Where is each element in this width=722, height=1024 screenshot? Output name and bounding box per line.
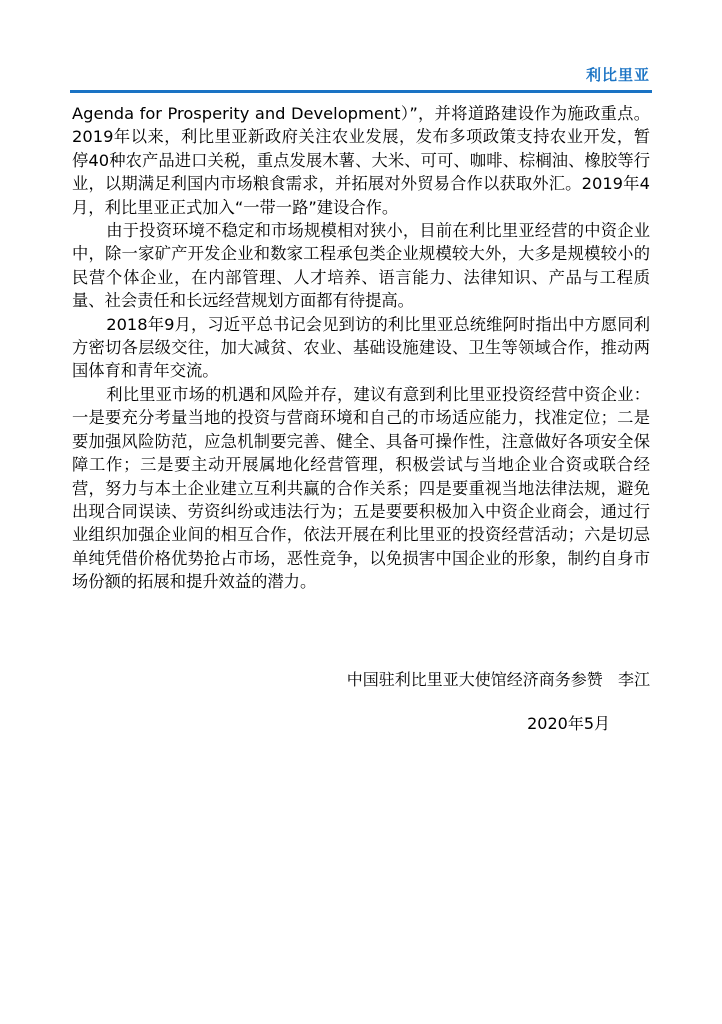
paragraph-continuation: Agenda for Prosperity and Development）”，并将道路建设作为施政重点。2019年以来，利比里亚新政府关注农业发展，发布多项政策支持农业开发，暂停40种农产品进口关税，重点发展木薯、大米、可可、咖啡、棕榈油、橡胶等行业，以期满足利国内市场粮食需求，并拓展对外贸易合作以获取外汇。2019年4月，利比里亚正式加入“一带一路”建设合作。 xyxy=(72,104,650,217)
running-header-title: 利比里亚 xyxy=(585,66,650,84)
signature-date: 2020年5月 xyxy=(527,714,610,733)
paragraph-investment-environment: 由于投资环境不稳定和市场规模相对狭小，目前在利比里亚经营的中资企业中，除一家矿产开发企业和数家工程承包类企业规模较大外，大多是规模较小的民营个体企业，在内部管理、人才培养、语言能力、法律知识、产品与工程质量、社会责任和长远经营规划方面都有待提高。 xyxy=(72,221,650,311)
paragraph-bilateral-meeting: 2018年9月，习近平总书记会见到访的利比里亚总统维阿时指出中方愿同利方密切各层级交往，加大减贫、农业、基础设施建设、卫生等领域合作，推动两国体育和青年交流。 xyxy=(72,314,650,381)
document-body xyxy=(72,102,650,594)
header-divider xyxy=(70,90,652,93)
signature-line: 中国驻利比里亚大使馆经济商务参赞 李江 xyxy=(346,670,650,689)
paragraph-recommendations: 利比里亚市场的机遇和风险并存，建议有意到利比里亚投资经营中资企业：一是要充分考量当地的投资与营商环境和自己的市场适应能力，找准定位；二是要加强风险防范，应急机制要完善、健全、具备可操作性，注意做好各项安全保障工作；三是要主动开展属地化经营管理，积极尝试与当地企业合资或联合经营，努力与本土企业建立互利共赢的合作关系；四是要重视当地法律法规，避免出现合同误读、劳资纠纷或违法行为；五是要要积极加入中资企业商会，通过行业组织加强企业间的相互合作，依法开展在利比里亚的投资经营活动；六是切忌单纯凭借价格优势抢占市场，恶性竞争，以免损害中国企业的形象，制约自身市场份额的拓展和提升效益的潜力。 xyxy=(72,384,650,592)
